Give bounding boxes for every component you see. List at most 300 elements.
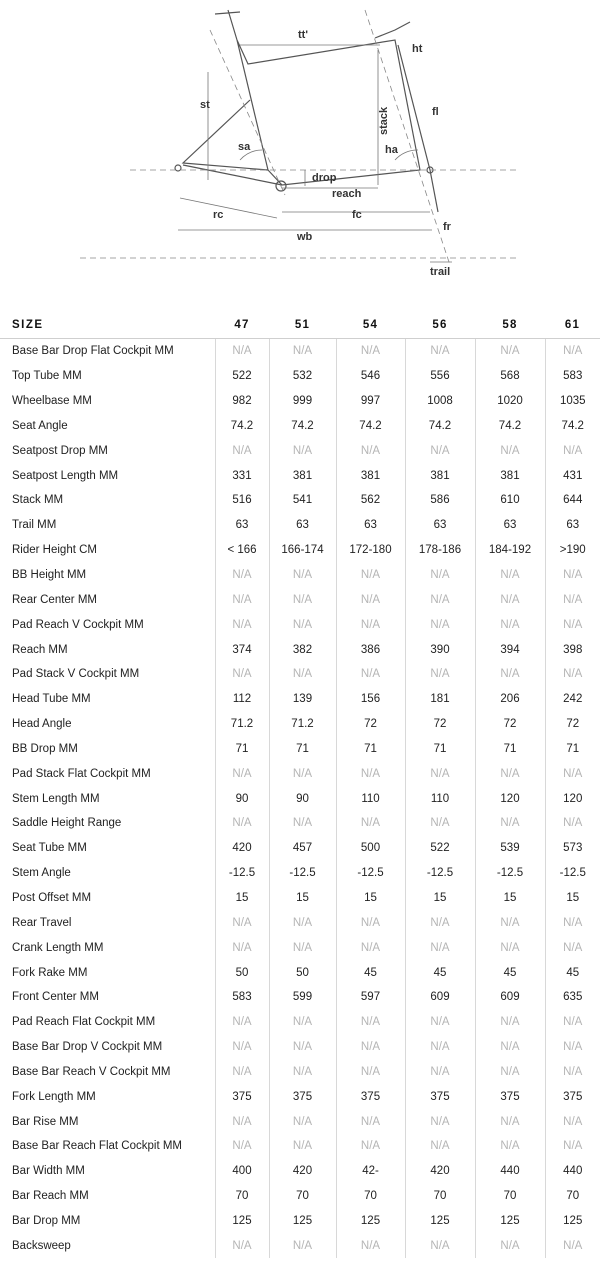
row-label: BB Drop MM bbox=[12, 742, 78, 755]
table-cell: N/A bbox=[215, 910, 269, 935]
table-cell: 139 bbox=[269, 687, 336, 712]
table-cell: 381 bbox=[336, 463, 405, 488]
main-triangle bbox=[237, 40, 420, 185]
table-cell: 15 bbox=[405, 886, 475, 911]
table-row bbox=[0, 1184, 600, 1209]
label-ht: ht bbox=[412, 43, 423, 55]
table-cell: 381 bbox=[475, 463, 545, 488]
label-fr: fr bbox=[443, 221, 451, 233]
table-row bbox=[0, 414, 600, 439]
label-stack: stack bbox=[378, 106, 390, 135]
row-label: Base Bar Drop Flat Cockpit MM bbox=[12, 345, 174, 358]
table-cell: 431 bbox=[545, 463, 600, 488]
table-cell: 381 bbox=[405, 463, 475, 488]
table-cell: 50 bbox=[269, 960, 336, 985]
table-cell: N/A bbox=[215, 1059, 269, 1084]
row-label: Head Angle bbox=[12, 718, 72, 731]
table-cell: 375 bbox=[405, 1084, 475, 1109]
table-cell: 112 bbox=[215, 687, 269, 712]
table-cell: N/A bbox=[545, 339, 600, 364]
table-cell: 90 bbox=[269, 786, 336, 811]
table-row bbox=[0, 438, 600, 463]
table-cell: 181 bbox=[405, 687, 475, 712]
table-cell: -12.5 bbox=[545, 861, 600, 886]
row-label: Fork Length MM bbox=[12, 1090, 96, 1103]
row-label: Rider Height CM bbox=[12, 544, 97, 557]
row-label: Seatpost Drop MM bbox=[12, 444, 108, 457]
table-cell: 125 bbox=[215, 1209, 269, 1234]
table-cell: N/A bbox=[269, 1059, 336, 1084]
table-cell: N/A bbox=[545, 438, 600, 463]
geometry-table bbox=[0, 312, 600, 1258]
row-label: Seatpost Length MM bbox=[12, 469, 119, 482]
row-label: Pad Stack Flat Cockpit MM bbox=[12, 767, 151, 780]
row-label: Pad Reach Flat Cockpit MM bbox=[12, 1016, 156, 1029]
table-cell: 156 bbox=[336, 687, 405, 712]
table-cell: 541 bbox=[269, 488, 336, 513]
table-cell: 242 bbox=[545, 687, 600, 712]
bike-frame-drawing bbox=[0, 0, 600, 300]
row-label: Seat Tube MM bbox=[12, 842, 87, 855]
table-row bbox=[0, 612, 600, 637]
row-label: Crank Length MM bbox=[12, 941, 104, 954]
table-cell: 71.2 bbox=[215, 712, 269, 737]
table-cell: 609 bbox=[475, 985, 545, 1010]
table-cell: N/A bbox=[475, 438, 545, 463]
size-header: SIZE bbox=[0, 312, 215, 339]
table-row bbox=[0, 861, 600, 886]
table-cell: 120 bbox=[545, 786, 600, 811]
table-row bbox=[0, 687, 600, 712]
size-47: 47 bbox=[215, 312, 269, 339]
table-cell: 583 bbox=[545, 364, 600, 389]
table-cell: 390 bbox=[405, 637, 475, 662]
table-cell: 74.2 bbox=[215, 414, 269, 439]
table-cell: N/A bbox=[215, 811, 269, 836]
table-row bbox=[0, 563, 600, 588]
table-row bbox=[0, 587, 600, 612]
table-cell: 539 bbox=[475, 836, 545, 861]
table-cell: 125 bbox=[405, 1209, 475, 1234]
row-label: Bar Width MM bbox=[12, 1165, 85, 1178]
table-cell: 556 bbox=[405, 364, 475, 389]
table-cell: 635 bbox=[545, 985, 600, 1010]
row-label: Top Tube MM bbox=[12, 370, 82, 383]
table-cell: N/A bbox=[336, 612, 405, 637]
table-cell: N/A bbox=[545, 811, 600, 836]
table-cell: N/A bbox=[475, 612, 545, 637]
table-cell: 74.2 bbox=[336, 414, 405, 439]
row-label: Bar Reach MM bbox=[12, 1190, 89, 1203]
table-cell: 90 bbox=[215, 786, 269, 811]
table-cell: -12.5 bbox=[405, 861, 475, 886]
table-cell: 375 bbox=[545, 1084, 600, 1109]
table-cell: N/A bbox=[475, 563, 545, 588]
table-row bbox=[0, 985, 600, 1010]
table-cell: 375 bbox=[336, 1084, 405, 1109]
table-cell: N/A bbox=[405, 1134, 475, 1159]
table-cell: -12.5 bbox=[475, 861, 545, 886]
table-cell: N/A bbox=[269, 587, 336, 612]
table-cell: N/A bbox=[475, 811, 545, 836]
label-fc: fc bbox=[352, 209, 362, 221]
label-reach: reach bbox=[332, 188, 362, 200]
row-label: BB Height MM bbox=[12, 569, 87, 582]
table-cell: N/A bbox=[269, 811, 336, 836]
table-cell: N/A bbox=[215, 935, 269, 960]
row-label: Fork Rake MM bbox=[12, 966, 88, 979]
table-cell: 532 bbox=[269, 364, 336, 389]
table-cell: N/A bbox=[405, 910, 475, 935]
table-row bbox=[0, 1209, 600, 1234]
row-label: Pad Stack V Cockpit MM bbox=[12, 668, 140, 681]
table-cell: 45 bbox=[336, 960, 405, 985]
table-cell: 178-186 bbox=[405, 538, 475, 563]
size-header-row bbox=[0, 312, 600, 339]
table-cell: 50 bbox=[215, 960, 269, 985]
row-label: Rear Center MM bbox=[12, 593, 97, 606]
table-cell: N/A bbox=[269, 438, 336, 463]
table-cell: 125 bbox=[336, 1209, 405, 1234]
table-cell: N/A bbox=[336, 438, 405, 463]
table-cell: N/A bbox=[475, 1059, 545, 1084]
table-cell: 120 bbox=[475, 786, 545, 811]
table-cell: 420 bbox=[215, 836, 269, 861]
table-cell: N/A bbox=[215, 761, 269, 786]
label-tt: tt' bbox=[298, 29, 308, 41]
table-cell: 398 bbox=[545, 637, 600, 662]
table-row bbox=[0, 712, 600, 737]
table-cell: 15 bbox=[269, 886, 336, 911]
table-cell: 72 bbox=[545, 712, 600, 737]
size-54: 54 bbox=[336, 312, 405, 339]
table-cell: N/A bbox=[405, 438, 475, 463]
table-cell: 568 bbox=[475, 364, 545, 389]
table-cell: N/A bbox=[545, 761, 600, 786]
table-row bbox=[0, 836, 600, 861]
table-cell: 70 bbox=[405, 1184, 475, 1209]
table-cell: 45 bbox=[405, 960, 475, 985]
table-cell: N/A bbox=[545, 1233, 600, 1258]
table-cell: N/A bbox=[545, 662, 600, 687]
table-cell: 206 bbox=[475, 687, 545, 712]
table-cell: N/A bbox=[405, 587, 475, 612]
table-cell: 420 bbox=[269, 1159, 336, 1184]
table-cell: 15 bbox=[336, 886, 405, 911]
table-cell: 63 bbox=[269, 513, 336, 538]
table-row bbox=[0, 1134, 600, 1159]
table-cell: N/A bbox=[336, 910, 405, 935]
table-cell: N/A bbox=[269, 1010, 336, 1035]
table-cell: 125 bbox=[269, 1209, 336, 1234]
table-cell: 71 bbox=[336, 737, 405, 762]
table-cell: N/A bbox=[336, 1233, 405, 1258]
table-cell: N/A bbox=[215, 587, 269, 612]
table-cell: N/A bbox=[475, 662, 545, 687]
table-cell: N/A bbox=[545, 910, 600, 935]
table-cell: N/A bbox=[269, 1233, 336, 1258]
table-cell: N/A bbox=[475, 1035, 545, 1060]
row-label: Reach MM bbox=[12, 643, 68, 656]
row-label: Pad Reach V Cockpit MM bbox=[12, 618, 144, 631]
row-label: Backsweep bbox=[12, 1239, 71, 1252]
table-row bbox=[0, 910, 600, 935]
table-cell: 394 bbox=[475, 637, 545, 662]
table-cell: N/A bbox=[545, 1010, 600, 1035]
row-label: Front Center MM bbox=[12, 991, 99, 1004]
table-cell: 74.2 bbox=[545, 414, 600, 439]
row-label: Stem Length MM bbox=[12, 792, 100, 805]
table-cell: 110 bbox=[336, 786, 405, 811]
table-cell: 70 bbox=[545, 1184, 600, 1209]
table-row bbox=[0, 935, 600, 960]
table-cell: 522 bbox=[405, 836, 475, 861]
table-cell: N/A bbox=[215, 339, 269, 364]
table-cell: N/A bbox=[545, 587, 600, 612]
row-label: Stack MM bbox=[12, 494, 64, 507]
table-row bbox=[0, 538, 600, 563]
table-cell: 15 bbox=[545, 886, 600, 911]
table-cell: N/A bbox=[475, 1233, 545, 1258]
table-cell: 71 bbox=[475, 737, 545, 762]
row-label: Saddle Height Range bbox=[12, 817, 122, 830]
table-cell: 375 bbox=[475, 1084, 545, 1109]
table-cell: 15 bbox=[475, 886, 545, 911]
table-cell: 125 bbox=[545, 1209, 600, 1234]
table-cell: N/A bbox=[336, 1134, 405, 1159]
table-row bbox=[0, 463, 600, 488]
table-cell: 440 bbox=[475, 1159, 545, 1184]
table-cell: N/A bbox=[405, 935, 475, 960]
row-label: Wheelbase MM bbox=[12, 395, 92, 408]
table-cell: N/A bbox=[269, 662, 336, 687]
ha-arc bbox=[395, 150, 418, 160]
table-cell: N/A bbox=[545, 1134, 600, 1159]
table-cell: 63 bbox=[405, 513, 475, 538]
table-cell: 71 bbox=[405, 737, 475, 762]
table-cell: N/A bbox=[405, 662, 475, 687]
table-cell: N/A bbox=[475, 1134, 545, 1159]
label-ha: ha bbox=[385, 144, 398, 156]
table-cell: 644 bbox=[545, 488, 600, 513]
table-row bbox=[0, 886, 600, 911]
seatpost bbox=[215, 10, 240, 40]
table-cell: 586 bbox=[405, 488, 475, 513]
table-cell: 45 bbox=[545, 960, 600, 985]
row-label: Trail MM bbox=[12, 519, 57, 532]
table-cell: 1035 bbox=[545, 389, 600, 414]
table-row bbox=[0, 1109, 600, 1134]
table-cell: N/A bbox=[475, 587, 545, 612]
table-cell: 597 bbox=[336, 985, 405, 1010]
table-cell: N/A bbox=[336, 563, 405, 588]
table-cell: 110 bbox=[405, 786, 475, 811]
table-cell: 573 bbox=[545, 836, 600, 861]
label-fl: fl bbox=[432, 106, 439, 118]
table-cell: N/A bbox=[475, 1109, 545, 1134]
table-cell: N/A bbox=[405, 811, 475, 836]
table-cell: N/A bbox=[215, 1035, 269, 1060]
table-cell: N/A bbox=[336, 1035, 405, 1060]
table-cell: N/A bbox=[545, 563, 600, 588]
table-cell: N/A bbox=[269, 612, 336, 637]
table-cell: < 166 bbox=[215, 538, 269, 563]
table-cell: 70 bbox=[269, 1184, 336, 1209]
row-label: Stem Angle bbox=[12, 867, 71, 880]
table-cell: 72 bbox=[475, 712, 545, 737]
table-cell: 375 bbox=[269, 1084, 336, 1109]
table-cell: N/A bbox=[405, 563, 475, 588]
table-cell: -12.5 bbox=[215, 861, 269, 886]
table-cell: 610 bbox=[475, 488, 545, 513]
table-cell: 457 bbox=[269, 836, 336, 861]
table-cell: N/A bbox=[405, 1059, 475, 1084]
row-label: Bar Drop MM bbox=[12, 1214, 81, 1227]
table-cell: N/A bbox=[269, 761, 336, 786]
size-51: 51 bbox=[269, 312, 336, 339]
table-cell: 375 bbox=[215, 1084, 269, 1109]
row-label: Rear Travel bbox=[12, 916, 72, 929]
table-cell: N/A bbox=[545, 612, 600, 637]
table-cell: -12.5 bbox=[336, 861, 405, 886]
table-cell: N/A bbox=[215, 1010, 269, 1035]
table-cell: 74.2 bbox=[405, 414, 475, 439]
table-cell: 374 bbox=[215, 637, 269, 662]
table-cell: N/A bbox=[336, 587, 405, 612]
table-cell: 599 bbox=[269, 985, 336, 1010]
table-row bbox=[0, 364, 600, 389]
table-cell: N/A bbox=[475, 339, 545, 364]
table-cell: 71.2 bbox=[269, 712, 336, 737]
label-wb: wb bbox=[297, 231, 313, 243]
table-cell: N/A bbox=[269, 1035, 336, 1060]
table-cell: 400 bbox=[215, 1159, 269, 1184]
table-cell: 71 bbox=[269, 737, 336, 762]
table-cell: N/A bbox=[336, 662, 405, 687]
label-st: st bbox=[200, 99, 210, 111]
table-cell: 382 bbox=[269, 637, 336, 662]
table-row bbox=[0, 1059, 600, 1084]
table-cell: N/A bbox=[215, 1109, 269, 1134]
table-cell: 999 bbox=[269, 389, 336, 414]
table-cell: 74.2 bbox=[475, 414, 545, 439]
table-cell: N/A bbox=[269, 563, 336, 588]
table-cell: 609 bbox=[405, 985, 475, 1010]
table-cell: 70 bbox=[475, 1184, 545, 1209]
table-row bbox=[0, 339, 600, 364]
table-cell: 72 bbox=[405, 712, 475, 737]
table-cell: 172-180 bbox=[336, 538, 405, 563]
row-label: Base Bar Reach V Cockpit MM bbox=[12, 1065, 171, 1078]
table-row bbox=[0, 513, 600, 538]
rear-triangle bbox=[183, 100, 268, 170]
table-row bbox=[0, 1233, 600, 1258]
table-cell: N/A bbox=[269, 1109, 336, 1134]
row-label: Post Offset MM bbox=[12, 891, 92, 904]
table-cell: N/A bbox=[336, 1059, 405, 1084]
table-cell: N/A bbox=[475, 910, 545, 935]
table-row bbox=[0, 662, 600, 687]
table-row bbox=[0, 1084, 600, 1109]
table-cell: >190 bbox=[545, 538, 600, 563]
table-cell: 74.2 bbox=[269, 414, 336, 439]
table-cell: 125 bbox=[475, 1209, 545, 1234]
table-cell: 63 bbox=[215, 513, 269, 538]
table-cell: N/A bbox=[215, 662, 269, 687]
table-cell: 70 bbox=[215, 1184, 269, 1209]
table-cell: N/A bbox=[405, 1035, 475, 1060]
table-cell: 516 bbox=[215, 488, 269, 513]
table-row bbox=[0, 960, 600, 985]
label-sa: sa bbox=[238, 141, 251, 153]
table-cell: N/A bbox=[545, 1059, 600, 1084]
table-row bbox=[0, 1010, 600, 1035]
table-cell: N/A bbox=[336, 1109, 405, 1134]
table-cell: N/A bbox=[215, 1134, 269, 1159]
table-row bbox=[0, 786, 600, 811]
row-label: Base Bar Drop V Cockpit MM bbox=[12, 1041, 163, 1054]
row-label: Base Bar Reach Flat Cockpit MM bbox=[12, 1140, 183, 1153]
table-cell: N/A bbox=[269, 339, 336, 364]
table-row bbox=[0, 389, 600, 414]
table-cell: 63 bbox=[336, 513, 405, 538]
table-row bbox=[0, 761, 600, 786]
table-cell: N/A bbox=[405, 1010, 475, 1035]
table-cell: 1020 bbox=[475, 389, 545, 414]
table-cell: N/A bbox=[215, 438, 269, 463]
table-cell: 997 bbox=[336, 389, 405, 414]
table-cell: 1008 bbox=[405, 389, 475, 414]
table-cell: N/A bbox=[545, 1035, 600, 1060]
label-drop: drop bbox=[312, 172, 337, 184]
table-cell: 546 bbox=[336, 364, 405, 389]
table-cell: N/A bbox=[475, 1010, 545, 1035]
table-cell: N/A bbox=[336, 339, 405, 364]
row-label: Head Tube MM bbox=[12, 693, 91, 706]
table-cell: N/A bbox=[545, 1109, 600, 1134]
table-cell: 45 bbox=[475, 960, 545, 985]
table-cell: 381 bbox=[269, 463, 336, 488]
row-label: Bar Rise MM bbox=[12, 1115, 79, 1128]
table-cell: 184-192 bbox=[475, 538, 545, 563]
table-cell: 63 bbox=[475, 513, 545, 538]
size-61: 61 bbox=[545, 312, 600, 339]
size-56: 56 bbox=[405, 312, 475, 339]
table-cell: 15 bbox=[215, 886, 269, 911]
table-cell: N/A bbox=[336, 1010, 405, 1035]
table-cell: 331 bbox=[215, 463, 269, 488]
table-cell: N/A bbox=[269, 910, 336, 935]
fork bbox=[398, 45, 438, 212]
table-row bbox=[0, 737, 600, 762]
table-cell: N/A bbox=[336, 761, 405, 786]
table-cell: 166-174 bbox=[269, 538, 336, 563]
table-cell: N/A bbox=[405, 612, 475, 637]
table-cell: 72 bbox=[336, 712, 405, 737]
table-cell: 500 bbox=[336, 836, 405, 861]
table-cell: 982 bbox=[215, 389, 269, 414]
table-cell: 562 bbox=[336, 488, 405, 513]
table-cell: 583 bbox=[215, 985, 269, 1010]
table-cell: N/A bbox=[336, 935, 405, 960]
rc-dim bbox=[180, 198, 277, 218]
table-row bbox=[0, 637, 600, 662]
table-cell: N/A bbox=[405, 1233, 475, 1258]
table-row bbox=[0, 1159, 600, 1184]
table-cell: 70 bbox=[336, 1184, 405, 1209]
label-rc: rc bbox=[213, 209, 224, 221]
table-cell: N/A bbox=[215, 1233, 269, 1258]
